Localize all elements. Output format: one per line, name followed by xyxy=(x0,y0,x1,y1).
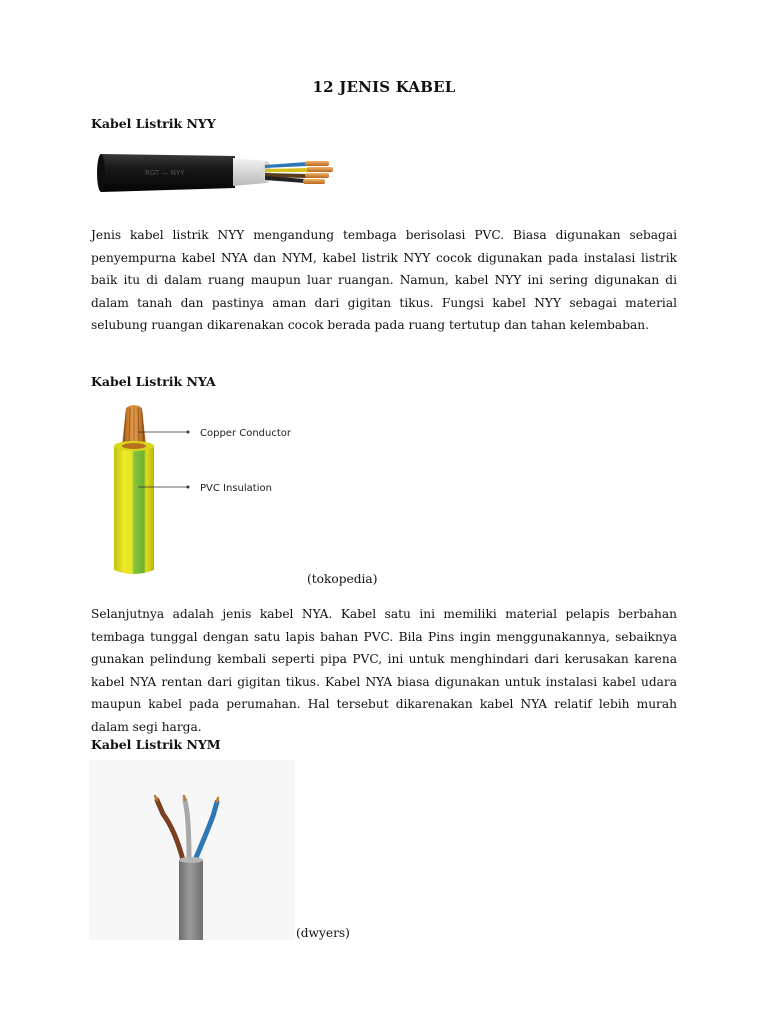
nym-cable-image xyxy=(89,760,295,940)
paragraph-nyy: Jenis kabel listrik NYY mengandung tembaga berisolasi PVC. Biasa digunakan sebagai penyempurna kabel NYA dan NYM, kabel listrik NYY cocok digunakan pada instalasi listrik baik itu di dalam ruang maupun luar ruangan. Namun, kabel NYY ini sering digunakan di dalam tanah dan pastinya aman dari gigitan tikus. Fungsi kabel NYY sebagai material selubung ruangan dikarenakan cocok berada pada ruang tertutup dan tahan kelembaban. xyxy=(91,228,677,333)
caption-dwyers: (dwyers) xyxy=(296,926,350,940)
callout-pvc-insulation: PVC Insulation xyxy=(200,483,272,494)
nyy-sheath-print: RGT — NYY xyxy=(145,169,185,177)
callout-copper-conductor: Copper Conductor xyxy=(200,428,292,439)
paragraph-nya: Selanjutnya adalah jenis kabel NYA. Kabel satu ini memiliki material pelapis berbahan tembaga tunggal dengan satu lapis bahan PVC. Bila Pins ingin menggunakannya, sebaiknya gunakan pelindung kembali seperti pipa PVC, ini untuk menghindari dari kerusakan karena kabel NYA rentan dari gigitan tikus. Kabel NYA biasa digunakan untuk instalasi kabel udara maupun kabel pada perumahan. Hal tersebut dikarenakan kabel NYA relatif lebih murah dalam segi harga. xyxy=(91,607,677,734)
caption-tokopedia: (tokopedia) xyxy=(307,572,378,586)
heading-kabel-nyy: Kabel Listrik NYY xyxy=(91,116,216,131)
nya-cable-image xyxy=(108,402,308,580)
heading-kabel-nya: Kabel Listrik NYA xyxy=(91,374,216,389)
nyy-cable-image xyxy=(95,146,340,198)
heading-kabel-nym: Kabel Listrik NYM xyxy=(91,737,221,752)
document-title: 12 JENIS KABEL xyxy=(312,78,456,96)
